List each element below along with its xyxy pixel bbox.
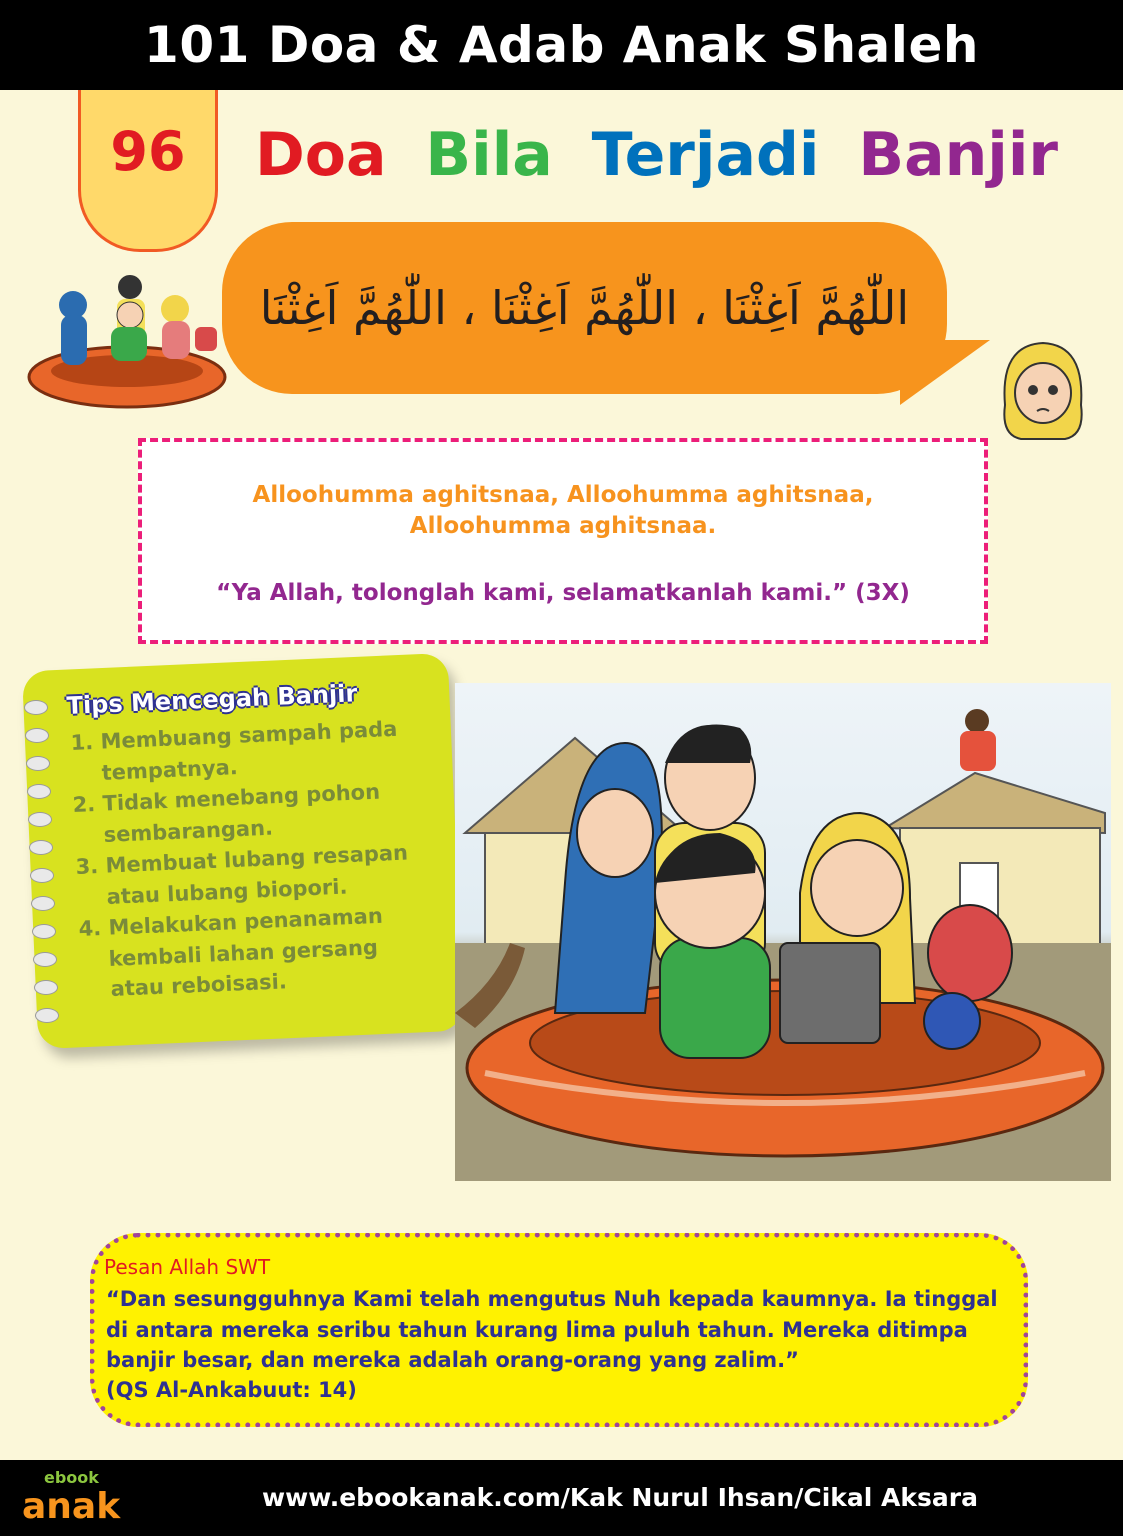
binder-ring [32, 924, 56, 939]
transliteration-box [138, 438, 988, 644]
tip-item-cont [101, 752, 238, 788]
logo-text-top: ebook [44, 1468, 99, 1487]
binder-ring [35, 1008, 59, 1023]
message-heading: Pesan Allah SWT [104, 1255, 271, 1279]
book-title: 101 Doa & Adab Anak Shaleh [144, 16, 979, 74]
binder-ring [34, 980, 58, 995]
flood-scene-illustration [455, 683, 1111, 1181]
message-line: di antara mereka seribu tahun kurang lima puluh tahun. Mereka ditimpa [106, 1318, 968, 1342]
tip-text: Membuang sampah pada [100, 716, 398, 754]
lesson-number: 96 [110, 120, 186, 183]
page-title [255, 120, 1076, 190]
tip-text: tempatnya. [101, 755, 239, 785]
family-boat-thumbnail [25, 265, 230, 415]
tips-title: Tips Mencegah Banjir [66, 679, 358, 720]
binder-ring [30, 868, 54, 883]
binder-ring [25, 728, 49, 743]
title-word: Terjadi [591, 120, 820, 190]
tip-text: atau reboisasi. [110, 969, 288, 1001]
girl-character [995, 335, 1090, 445]
arabic-doa-text: اللّٰهُمَّ اَغِثْنَا ، اللّٰهُمَّ اَغِثْنَا ، اللّٰهُمَّ اَغِثْنَا [259, 281, 910, 335]
title-word: Banjir [858, 120, 1059, 190]
tip-number: 4. [78, 916, 102, 941]
tip-text: atau lubang biopori. [106, 874, 348, 909]
tip-text: sembarangan. [103, 815, 274, 847]
transliteration-line: Alloohumma aghitsnaa. [409, 513, 717, 539]
tip-number: 2. [72, 792, 96, 817]
tip-number: 3. [75, 854, 99, 879]
message-line: “Dan sesungguhnya Kami telah mengutus Nuh kepada kaumnya. Ia tinggal [106, 1287, 998, 1311]
title-word: Doa [255, 120, 387, 190]
binder-ring [29, 840, 53, 855]
ebookanak-logo [18, 1466, 138, 1532]
binder-ring [27, 784, 51, 799]
tip-text: kembali lahan gersang [108, 935, 379, 971]
transliteration-line: Alloohumma aghitsnaa, Alloohumma aghitsnaa, [252, 482, 874, 508]
binder-ring [28, 812, 52, 827]
binder-ring [26, 756, 50, 771]
binder-ring [33, 952, 57, 967]
message-line: (QS Al-Ankabuut: 14) [106, 1378, 357, 1402]
message-line: banjir besar, dan mereka adalah orang-orang yang zalim.” [106, 1348, 799, 1372]
title-word: Bila [425, 120, 553, 190]
doa-meaning: “Ya Allah, tolonglah kami, selamatkanlah kami.” (3X) [216, 580, 910, 606]
footer-credit: www.ebookanak.com/Kak Nurul Ihsan/Cikal Aksara [262, 1483, 978, 1512]
tip-number: 1. [70, 730, 94, 755]
flood-scene-art [455, 683, 1111, 1181]
binder-ring [31, 896, 55, 911]
logo-text-main: anak [22, 1486, 121, 1527]
tip-text: Melakukan penanaman [108, 903, 384, 940]
tip-text: Membuat lubang resapan [105, 840, 409, 878]
tip-text: Tidak menebang pohon [102, 779, 381, 816]
binder-ring [24, 700, 48, 715]
